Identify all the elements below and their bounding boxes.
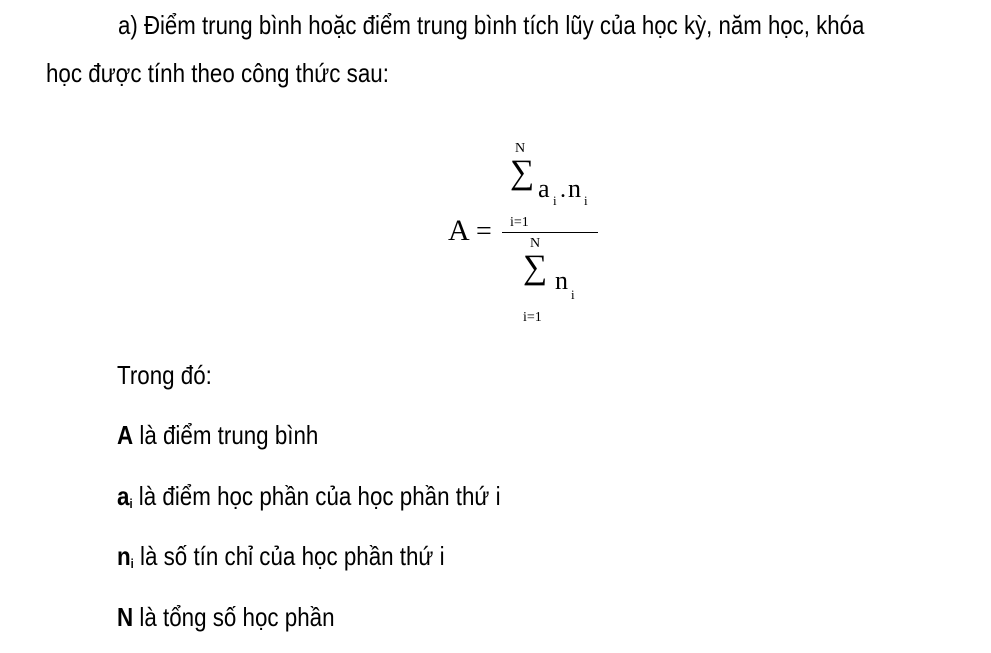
denominator-n-subscript: i: [571, 287, 575, 302]
definition-symbol: A: [117, 420, 134, 450]
numerator-a: a: [538, 174, 550, 203]
definitions-heading-text: Trong đó:: [117, 360, 212, 390]
definition-symbol: N: [117, 602, 134, 632]
definition-text: là điểm học phần của học phần thứ i: [132, 481, 501, 511]
definition-item: [117, 418, 351, 452]
numerator-upper-limit: N: [515, 141, 526, 156]
definition-text: là điểm trung bình: [133, 420, 319, 450]
definition-text: là tổng số học phần: [133, 602, 335, 632]
definitions-heading: [117, 358, 227, 392]
formula-equals: =: [476, 216, 492, 247]
numerator-dot: .: [560, 177, 566, 203]
fraction-bar: [502, 232, 598, 233]
definition-text: là số tín chỉ của học phần thứ i: [133, 541, 445, 571]
definition-symbol-subscript: i: [130, 556, 134, 571]
numerator-n-subscript: i: [584, 193, 588, 208]
definition-symbol: n: [117, 541, 131, 571]
intro-line-1: [118, 8, 991, 42]
definition-symbol-subscript: i: [129, 496, 133, 511]
definition-symbol: a: [117, 481, 130, 511]
definition-item: [117, 479, 563, 513]
denominator-lower-limit: i=1: [523, 310, 542, 325]
formula-lhs: A: [448, 214, 470, 247]
numerator-sigma-icon: ∑: [510, 154, 535, 191]
intro-line-2: [46, 56, 445, 90]
numerator-n: n: [568, 174, 581, 203]
numerator-lower-limit: i=1: [510, 215, 529, 230]
denominator-sigma-icon: ∑: [523, 249, 548, 286]
intro-line-2-text: học được tính theo công thức sau:: [46, 58, 389, 88]
numerator-a-subscript: i: [553, 193, 557, 208]
denominator-n: n: [555, 266, 568, 295]
definition-item: [117, 539, 498, 573]
intro-line-1-text: a) Điểm trung bình hoặc điểm trung bình tích lũy của học kỳ, năm học, khóa: [118, 10, 865, 40]
definition-item: [117, 600, 370, 634]
denominator-upper-limit: N: [530, 236, 541, 251]
weighted-average-formula: [440, 138, 620, 338]
